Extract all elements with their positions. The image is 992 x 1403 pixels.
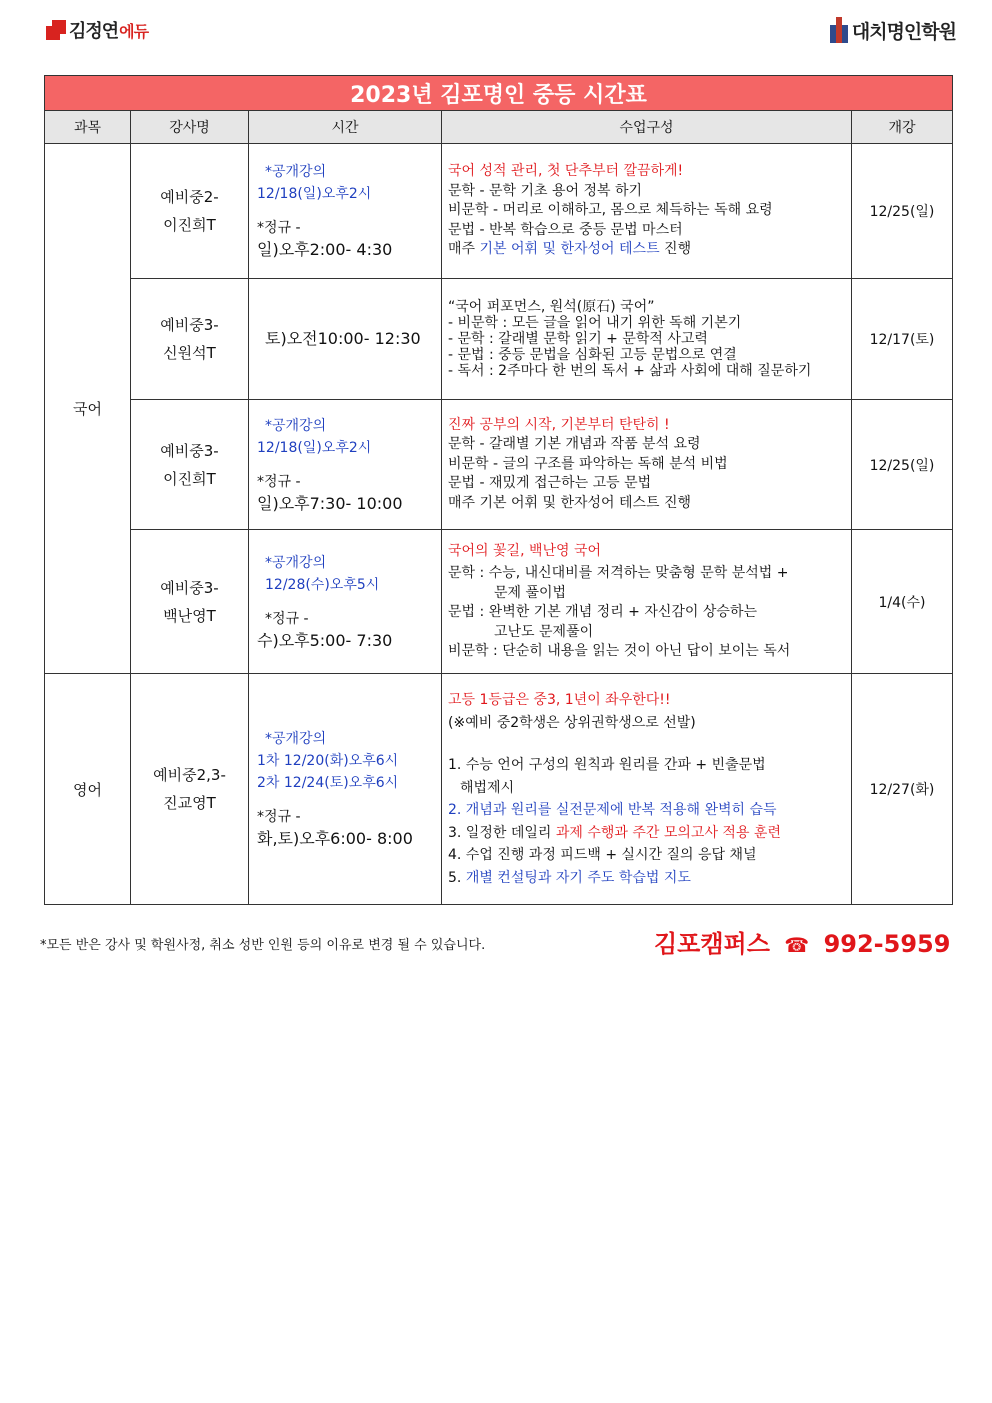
timetable-title: 2023년 김포명인 중등 시간표 (45, 76, 953, 111)
teacher-cell (131, 144, 249, 279)
kimjungyeon-edu-logo (46, 17, 148, 43)
content-highlight: 과제 수행과 주간 모의고사 적용 훈련 (555, 824, 781, 841)
teacher-cell (131, 674, 249, 905)
logo-mark-icon (46, 20, 66, 40)
open-lecture-label: *공개강의 (265, 731, 327, 747)
logo-left-name: 김정연 (69, 21, 119, 42)
time-cell (249, 144, 442, 279)
content-line: 2. 개념과 원리를 실전문제에 반복 적용해 완벽히 습득 (448, 802, 777, 818)
content-line: - 문법 : 중등 문법을 심화된 고등 문법으로 연결 (448, 347, 737, 363)
teacher-cell (131, 530, 249, 674)
content-line: 해법제시 (460, 779, 515, 796)
open-lecture-label: *공개강의 (265, 164, 327, 180)
content-line: 진짜 공부의 시작, 기본부터 탄탄히 ! (448, 416, 670, 433)
teacher-grade: 예비중3- (160, 441, 219, 460)
content-cell (442, 279, 852, 400)
regular-label: *정규 - (257, 809, 301, 825)
content-sub: (※예비 중2학생은 상위권학생으로 선발) (448, 714, 696, 731)
phone-icon: ☎ (784, 933, 810, 957)
regular-hours: 토)오전10:00- 12:30 (265, 329, 421, 348)
time-cell (249, 279, 442, 400)
content-text: 진행 (659, 241, 692, 258)
content-cell (442, 674, 852, 905)
logo-right-name: 대치명인학원 (851, 20, 956, 43)
timetable (44, 75, 953, 905)
teacher-name: 신원석T (163, 344, 216, 362)
regular-hours: 일)오후2:00- 4:30 (257, 240, 393, 259)
daechi-myungin-logo (830, 16, 956, 44)
building-icon (830, 17, 848, 43)
open-lecture-label: *공개강의 (265, 417, 327, 434)
content-line: 문제 풀이법 (494, 584, 567, 601)
table-row (45, 400, 953, 530)
content-title: 국어의 꽃길, 백난영 국어 (448, 542, 602, 559)
content-line (448, 822, 845, 845)
table-row (45, 674, 953, 905)
regular-label: *정규 - (265, 610, 309, 627)
content-line: 비문학 - 머리로 이해하고, 몸으로 체득하는 독해 요령 (448, 202, 773, 219)
content-line: 문법 - 반복 학습으로 중등 문법 마스터 (448, 221, 683, 238)
campus-name: 김포캠퍼스 (654, 930, 770, 958)
content-line: 1. 수능 언어 구성의 원칙과 원리를 간파 + 빈출문법 (448, 757, 766, 773)
open-date: 1/4(수) (852, 530, 953, 674)
time-cell (249, 400, 442, 530)
open-lecture-date: 12/28(수)오후5시 (265, 576, 380, 593)
regular-label: *정규 - (257, 220, 301, 236)
teacher-grade: 예비중3- (160, 316, 219, 334)
teacher-cell (131, 279, 249, 400)
header-time: 시간 (249, 111, 442, 144)
open-lecture-date: 12/18(일)오후2시 (257, 186, 372, 202)
content-line: - 독서 : 2주마다 한 번의 독서 + 삶과 사회에 대해 질문하기 (448, 363, 812, 379)
open-date: 12/17(토) (852, 279, 953, 400)
content-text: 3. 일정한 데일리 (448, 824, 556, 841)
content-line: 매주 기본 어휘 및 한자성어 테스트 진행 (448, 494, 692, 511)
content-line (448, 867, 845, 890)
open-date: 12/25(일) (852, 144, 953, 279)
subject-english: 영어 (45, 674, 131, 905)
time-cell (249, 674, 442, 905)
teacher-grade: 예비중2- (160, 188, 219, 206)
regular-hours: 일)오후7:30- 10:00 (257, 493, 403, 513)
content-text: 5. (448, 869, 466, 886)
table-row (45, 279, 953, 400)
table-row (45, 144, 953, 279)
time-cell (249, 530, 442, 674)
open-lecture-label: *공개강의 (265, 554, 327, 571)
content-line: 비문학 : 단순히 내용을 읽는 것이 아닌 답이 보이는 독서 (448, 643, 791, 659)
open-lecture-date: 12/18(일)오후2시 (257, 439, 372, 456)
content-highlight: 기본 어휘 및 한자성어 테스트 (479, 241, 660, 258)
content-title: 고등 1등급은 중3, 1년이 좌우한다!! (448, 692, 671, 708)
content-line: 고난도 문제풀이 (494, 623, 594, 640)
open-date: 12/27(화) (852, 674, 953, 905)
header-row (45, 111, 953, 144)
teacher-grade: 예비중3- (160, 578, 219, 597)
content-line: - 비문학 : 모든 글을 읽어 내기 위한 독해 기본기 (448, 315, 742, 331)
logo-left-edu: 에듀 (119, 21, 149, 41)
open-date: 12/25(일) (852, 400, 953, 530)
teacher-name: 이진희T (163, 216, 216, 234)
content-line: 문학 - 갈래별 기본 개념과 작품 분석 요령 (448, 436, 701, 453)
content-line: “국어 퍼포먼스, 원석(原石) 국어” (448, 299, 655, 315)
content-line: 문법 - 재밌게 접근하는 고등 문법 (448, 475, 652, 492)
content-line: 문학 - 문학 기초 용어 정복 하기 (448, 182, 643, 199)
teacher-cell (131, 400, 249, 530)
content-highlight: 개별 컨설팅과 자기 주도 학습법 지도 (465, 869, 691, 886)
teacher-name: 백난영T (163, 606, 216, 625)
open-lecture-date: 1차 12/20(화)오후6시 (257, 753, 399, 769)
content-line: 비문학 - 글의 구조를 파악하는 독해 분석 비법 (448, 455, 728, 472)
subject-korean: 국어 (45, 144, 131, 674)
header-open-date: 개강 (852, 111, 953, 144)
teacher-grade: 예비중2,3- (153, 766, 226, 784)
content-cell (442, 400, 852, 530)
content-line: - 문학 : 갈래별 문학 읽기 + 문학적 사고력 (448, 331, 708, 347)
footer-note: *모든 반은 강사 및 학원사정, 취소 성반 인원 등의 이유로 변경 될 수 있습니다. (40, 938, 486, 953)
content-cell (442, 144, 852, 279)
header-content: 수업구성 (442, 111, 852, 144)
teacher-name: 이진희T (163, 469, 216, 488)
header-teacher: 강사명 (131, 111, 249, 144)
regular-label: *정규 - (257, 473, 301, 490)
content-line (448, 240, 845, 260)
regular-hours: 화,토)오후6:00- 8:00 (257, 829, 413, 848)
footer-campus-contact (654, 924, 950, 959)
content-spacer (448, 734, 845, 754)
content-cell (442, 530, 852, 674)
phone-number: 992-5959 (823, 930, 951, 958)
teacher-name: 진교영T (163, 794, 216, 812)
header-subject: 과목 (45, 111, 131, 144)
content-text: 매주 (448, 241, 480, 258)
open-lecture-date: 2차 12/24(토)오후6시 (257, 775, 399, 791)
regular-hours: 수)오후5:00- 7:30 (257, 630, 393, 650)
content-line: 문학 : 수능, 내신대비를 저격하는 맞춤형 문학 분석법 + (448, 565, 789, 581)
content-line: 국어 성적 관리, 첫 단추부터 깔끔하게! (448, 163, 684, 180)
table-row (45, 530, 953, 674)
content-line: 4. 수업 진행 과정 피드백 + 실시간 질의 응답 채널 (448, 847, 757, 863)
content-line: 문법 : 완벽한 기본 개념 정리 + 자신감이 상승하는 (448, 604, 758, 620)
